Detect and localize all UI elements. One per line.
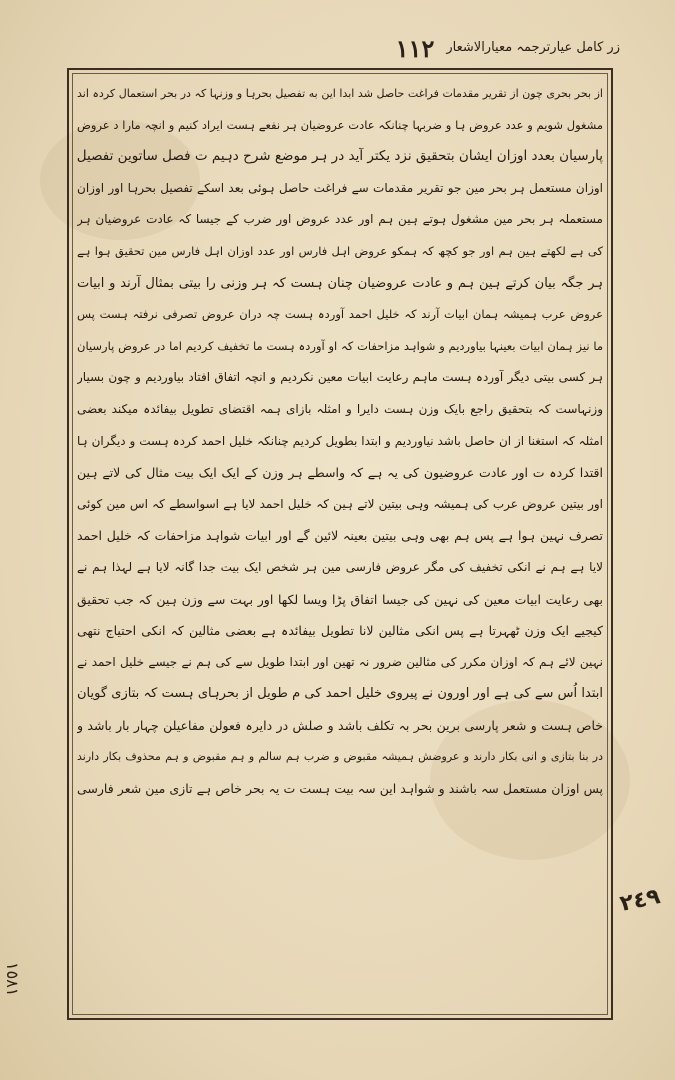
text-line: مستعملہ ہر بحر مین مشغول ہوتے ہین ہم اور عدد عروض اور ضرب کے جیسا کہ عادت عروضیان ہر [77, 212, 603, 227]
text-line: پس اوزان مستعمل سہ باشند و شواہد این سہ بیت ہست ت یہ بحر خاص ہے تازی مین شعر فارسی [77, 781, 603, 797]
text-line: بھی رعایت ابیات معین کی نہین کی جیسا اتفاق پڑا ویسا لکھا اور بہت سے وزن ہین کہ جب تحقیق [77, 591, 603, 607]
text-line: ہر کسی بیتی دیگر آوردہ ہست ماہم رعایت ابیات معین نکردیم و انچہ اتفاق افتاد بیاوردیم و چون بسیار [77, 370, 603, 385]
text-line: مشغول شویم و عدد عروض ہا و ضربہا چنانکہ عادت عروضیان ہر نفعے ہست ایراد کنیم و انچہ مارا د عروض [77, 117, 603, 132]
text-line: نہین لائے ہم کہ اوزان مکرر کی مثالین ضرور نہ تھین اور ابتدا طویل سے کی ہم نے جیسے خلیل احمد نے [77, 654, 603, 669]
text-line: از بحر بحری چون از تقریر مقدمات فراغت حاصل شد ابدا این به تفصیل بحرہا و وزنہا کہ در بحر استعمال کردہ اند [77, 87, 603, 100]
text-line: عروض عرب ہمیشہ ہمان ابیات آرند کہ خلیل احمد آوردہ ہست چہ دران عروض تصرفی نرفتہ ہست پس [77, 307, 603, 322]
text-line: کی ہے لکھتے ہین ہم اور جو کچھ کہ ہمکو عروض اہل فارس اور عدد اوزان اہل فارس مین تحقیق ہوا ہے [77, 243, 603, 258]
text-line: امثلہ کہ استغنا از ان حاصل باشد نیاوردیم و ابتدا بطویل کردیم چنانکہ خلیل احمد کردہ ہست و دیگران ہا [77, 433, 603, 448]
text-line: پارسیان بعدد اوزان ایشان بتحقیق نزد یکتر آید در ہر موضع شرح دہیم ت فصل ساتوین تفصیل [77, 148, 603, 165]
margin-note-right: ٢٤٩ [617, 884, 663, 917]
text-line: خاص ہست و شعر پارسی برین بحر بہ تکلف باشد و صلش در دایرہ فعولن مفاعیلن چہار بار باشد و [77, 717, 603, 733]
text-line: ابتدا اُس سے کی ہے اور اورون نے پیروی خلیل احمد کی م طویل از بحرہای ہست کہ بتازی گویان [77, 686, 603, 702]
margin-note-left: ١٥٨١ [3, 962, 22, 997]
text-line: اقتدا کردہ ت اور عادت عروضیون کی یہ ہے کہ واسطے ہر وزن کے ایک ایک بیت مثال کی لاتے ہین [77, 465, 603, 481]
page-header [60, 30, 620, 66]
text-line: تصرف نہین ہوا ہے پس ہم بھی وہی بیتین بعینہ لائین گے اور ابیات شواہد مزاحفات کہ خلیل احمد [77, 528, 603, 544]
page-number: ١١٢ [395, 34, 435, 63]
text-line: اور بیتین عروض عرب کی ہمیشہ وہی بیتین لاتے ہین کہ خلیل احمد لایا ہے اسواسطے کہ اس مین کوئی [77, 496, 603, 511]
text-line: ہر جگہ بیان کرتے ہین ہم و عادت عروضیان چنان ہست کہ ہر وزنی را بیتی بمثال آرند و ابیات [77, 275, 603, 291]
text-line: لایا ہے ہم نے انکی تخفیف کی مگر عروض فارسی مین ہر شخص ایک بیت جدا گانہ لایا ہے لہذا ہم نے [77, 559, 603, 574]
text-line: کیجیے ایک وزن ٹھہرتا ہے پس انکی مثالین لانا تطویل بیفائدہ ہے بعضی مثالین کہ انکی احتیاج نتھی [77, 623, 603, 639]
text-line: در بنا بتازی و انی بکار دارند و عروضش ہمیشہ مقبوض و ضرب ہم سالم و ہم مقبوض و ہم محذوف بکار دارند [77, 750, 603, 764]
running-title: زر کامل عیارترجمہ معیارالاشعار [446, 40, 620, 55]
text-line: وزنہاست کہ بتحقیق راجع بایک وزن ہست دایرا و امثلہ بازای ہمہ اقتضای تطویل بیفائدہ میکند بعضی [77, 401, 603, 416]
body-text [77, 78, 603, 805]
text-line: ما نیز ہمان ابیات بعینہا بیاوردیم و شواہد مزاحفات کہ او آوردہ ہست ما تخفیف کردیم اما در عروض پارسیان [77, 338, 603, 353]
text-frame [67, 68, 613, 1020]
text-line: اوزان مستعمل ہر بحر مین جو تقریر مقدمات سے فراغت حاصل ہوئی بعد اسکے تفصیل بحرہا اور اوزان [77, 180, 603, 195]
